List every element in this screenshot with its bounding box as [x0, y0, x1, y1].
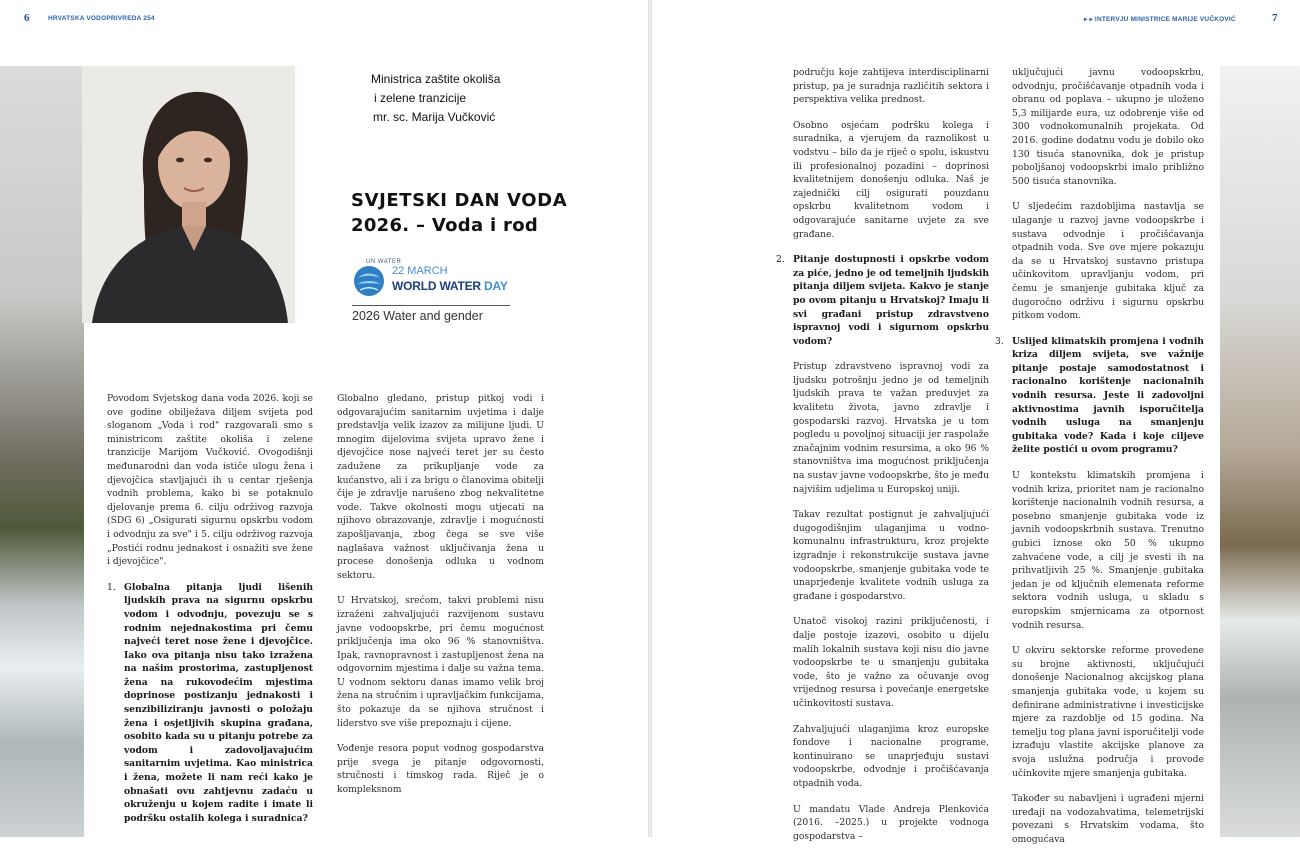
question-1 [107, 581, 313, 826]
minister-portrait [82, 66, 295, 323]
question-text: Globalna pitanja ljudi lišenih ljudskih prava na sigurnu opskrbu vodom i odvodnju, povezuju se s rodnim nejednakostima pri čemu najveći teret nose žene i djevojčice. Iako ova pitanja nisu tako izražena na našim prostorima, zastupljenost žena na rukovodećim mjestima doprinose postizanju jednakosti i senzibiliziranju javnosti o položaju žena i osjetljivih skupina građana, osobito kada su u pitanju potrebe za vodom i zadovoljavajućim sanitarnim uvjetima. Kao ministrica i žena, možete li nam reći kako je obnašati ovu zahtjevnu zadaću u okruženju u kojem radite i imate li podršku ostalih kolega i suradnica? [124, 581, 313, 824]
logo-title [392, 279, 508, 293]
intro-paragraph: Povodom Svjetskog dana voda 2026. koji se ove godine obilježava diljem svijeta pod sloganom „Voda i rod" razgovarali smo s ministricom zaštite okoliša i zelene tranzicije Marijom Vučković. Ovogodišnji međunarodni dan voda ističe ulogu žena i djevojčica stavljajući ih u centar rješenja vodnih problema, kako bi se potaknulo djelovanje prema 6. cilju održivog razvoja (SDG 6) „Osigurati sigurnu opskrbu vodom i odvodnju za sve" i 5. cilju održivog razvoja „Postići rodnu jednakost i osnažiti sve žene i djevojčice". [107, 393, 313, 568]
paragraph: uključujući javnu vodoopskrbu, odvodnju, pročišćavanje otpadnih voda i obranu od poplava – ukupno je uloženo 5,3 milijarde eura, uz odobrenje više od 300 vodnokomunalnih projekata. Od 2016. godine dodatnu vodu je dobilo oko 130 tisuća stanovnika, dok je pristup poboljšanoj vodoopskrbi imalo približno 500 tisuća stanovnika. [1012, 67, 1204, 187]
text-column-1 [107, 392, 313, 837]
paragraph: Globalno gledano, pristup pitkoj vodi i odgovarajućim sanitarnim uvjetima i dalje predstavlja velik izazov za milijune ljudi. U mnogim dijelovima svijeta upravo žene i djevojčice nose najveći teret jer su često zadužene za prikupljanje vode za kućanstvo, ali i za brigu o članovima obitelji čije je zdravlje narušeno zbog nekvalitetne vode. Takve okolnosti mogu utjecati na njihovo obrazovanje, zdravlje i mogućnosti zapošljavanja, zbog čega se sve više naglašava važnost uključivanja žena u procese donošenja odluka u vodnom sektoru. [337, 393, 544, 581]
logo-date: 22 MARCH [392, 265, 448, 277]
running-head-left: HRVATSKA VODOPRIVREDA 254 [48, 15, 155, 22]
text-column-2 [337, 392, 544, 809]
paragraph: U sljedećim razdobljima nastavlja se ulaganje u razvoj javne vodoopskrbe i sustava odvodnje i pročišćavanja otpadnih voda. Sve ove mjere pokazuju da se u Hrvatskoj sustavno pristupa učinkovitom upravljanju vodom, pri čemu je smanjenje gubitaka ključ za dugoročno održivu i sigurnu opskrbu pitkom vodom. [1012, 201, 1204, 322]
paragraph: U kontekstu klimatskih promjena i vodnih kriza, prioritet nam je racionalno korištenje nacionalnih vodnih resursa, a posebno smanjenje gubitaka vode iz javnih vodoopskrbnih sustava. Trenutno gubici iznose oko 50 % ukupno zahvaćene vode, a cilj je svesti ih na prihvatljivih 25 %. Smanjenje gubitaka jedan je od ključnih elemenata reforme sektora vodnih usluga, u skladu s europskim smjernicama za otpornost vodnih resursa. [1012, 470, 1204, 631]
paragraph: Također su nabavljeni i ugrađeni mjerni uređaji na vodozahvatima, telemetrijski povezani s Hrvatskim vodama, što omogućava [1012, 793, 1204, 845]
role-line-1: Ministrica zaštite okoliša [371, 72, 501, 86]
text-column-3 [776, 66, 989, 855]
paragraph: Zahvaljujući ulaganjima kroz europske fondove i nacionalne programe, kontinuirano se unaprjeđuju sustavi vodoopskrbe, odvodnje i pročišćavanja otpadnih voda. [793, 723, 989, 789]
question-text: Uslijed klimatskih promjena i vodnih kriza diljem svijeta, sve važnije pitanje postaje samodostatnost i racionalno korištenje nacionalnih vodnih resursa. Jeste li zadovoljni aktivnostima javnih isporučitelja vodnih usluga na smanjenju gubitaka vode? Kada i koje ciljeve želite postići u ovom programu? [1012, 335, 1204, 456]
question-number: 3. [995, 335, 1004, 347]
paragraph: U Hrvatskoj, srećom, takvi problemi nisu izraženi zahvaljujući razvijenom sustavu javne vodoopskrbe, pri čemu mogućnost priključenja ima oko 96 % stanovništva. Ipak, ravnopravnost i zastupljenost žena na odgovornim mjestima i dalje su važna tema. U vodnom sektoru danas imamo velik broj žena na stručnim i upravljačkim funkcijama, što pokazuje da se njihova stručnost i liderstvo sve više prepoznaju i cijene. [337, 595, 544, 729]
left-page [0, 0, 648, 837]
paragraph: Vođenje resora poput vodnog gospodarstva prije svega je pitanje odgovornosti, stručnosti i timskog rada. Riječ je o kompleksnom [337, 743, 544, 796]
logo-title-b: DAY [484, 279, 508, 293]
running-head-right: ▸ ▸ INTERVJU MINISTRICE MARIJE VUČKOVIĆ [1084, 16, 1236, 23]
question-number: 2. [776, 254, 785, 266]
paragraph: U mandatu Vlade Andreja Plenkovića (2016. –2025.) u projekte vodnoga gospodarstva – [793, 803, 989, 842]
right-page [652, 0, 1300, 845]
globe-icon [352, 264, 386, 298]
question-text: Pitanje dostupnosti i opskrbe vodom za piće, jedno je od temeljnih ljudskih pitanja diljem svijeta. Kakvo je stanje po ovom pitanju u Hrvatskoj? Imaju li svi građani pristup zdravstveno ispravnoj vodi i sigurnom opskrbu vodom? [793, 254, 989, 347]
interviewee-name: mr. sc. Marija Vučković [373, 110, 496, 124]
headline-line-1: SVJETSKI DAN VODA [351, 190, 568, 211]
logo-subtitle: 2026 Water and gender [352, 309, 483, 323]
logo-title-a: WORLD WATER [392, 279, 481, 293]
page-number-left: 6 [24, 12, 30, 24]
text-column-4 [995, 66, 1204, 858]
logo-divider [352, 305, 510, 306]
paragraph: Takav rezultat postignut je zahvaljujući dugogodišnjim ulaganjima u vodno-komunalnu infrastrukturu, kroz projekte izgradnje i rekonstrukcije sustava javne vodoopskrbe, smanjenje gubitaka vode te unaprjeđenje kvalitete vodnih usluga za građane i gospodarstvo. [793, 509, 989, 602]
paragraph: Osobno osjećam podršku kolega i suradnika, a vjerujem da raznolikost u vodstvu – bilo da je riječ o spolu, iskustvu ili profesionalnoj pozadini – doprinosi kvalitetnijem donošenju odluka. Naš je zajednički cilj osigurati pouzdanu opskrbu kvalitetnom vodom i odgovarajuće sanitarne uvjete za sve građane. [793, 119, 989, 240]
paragraph: U okviru sektorske reforme provedene su brojne aktivnosti, uključujući donošenje Nacionalnog akcijskog plana smanjenja gubitaka vode, u kojem su definirane administrativne i investicijske mjere za razdoblje od 15 godina. Na temelju tog plana javni isporučitelji vode izrađuju vlastite akcijske planove za svoja uslužna područja i provode učinkovite mjere smanjenja gubitaka. [1012, 645, 1204, 779]
question-2 [776, 253, 989, 348]
paragraph: Unatoč visokoj razini priključenosti, i dalje postoje izazovi, osobito u dijelu malih lokalnih sustava koji nisu dio javne vodoopskrbe te u smanjenju gubitaka vode, što je važno za očuvanje ovog vrijednog resursa i povećanje energetske učinkovitosti sustava. [793, 616, 989, 709]
page-number-right: 7 [1272, 12, 1278, 24]
paragraph: Pristup zdravstveno ispravnoj vodi za ljudsku potrošnju jedno je od temeljnih ljudskih prava te važan preduvjet za kvalitetu života, javno zdravlje i gospodarski razvoj. Hrvatska je u tom pogledu u povoljnoj situaciji jer raspolaže značajnim vodnim resursima, a oko 96 % stanovništva ima mogućnost priključenja na sustav javne vodoopskrbe, što je među najvišim udjelima u Europskoj uniji. [793, 361, 989, 495]
stones-photo-strip [1220, 66, 1300, 837]
un-water-label: UN WATER [366, 259, 402, 265]
waterfall-photo-strip [0, 66, 84, 837]
article-headline [351, 188, 567, 238]
interviewee-byline [371, 70, 500, 127]
question-3 [995, 335, 1204, 457]
headline-line-2: 2026. – Voda i rod [351, 215, 539, 236]
question-number: 1. [107, 581, 116, 593]
role-line-2: i zelene tranzicije [374, 91, 467, 105]
world-water-day-logo [352, 258, 522, 306]
paragraph: području koje zahtijeva interdisciplinarni pristup, pa je suradnja različitih sektora i perspektiva velika prednost. [793, 67, 989, 106]
